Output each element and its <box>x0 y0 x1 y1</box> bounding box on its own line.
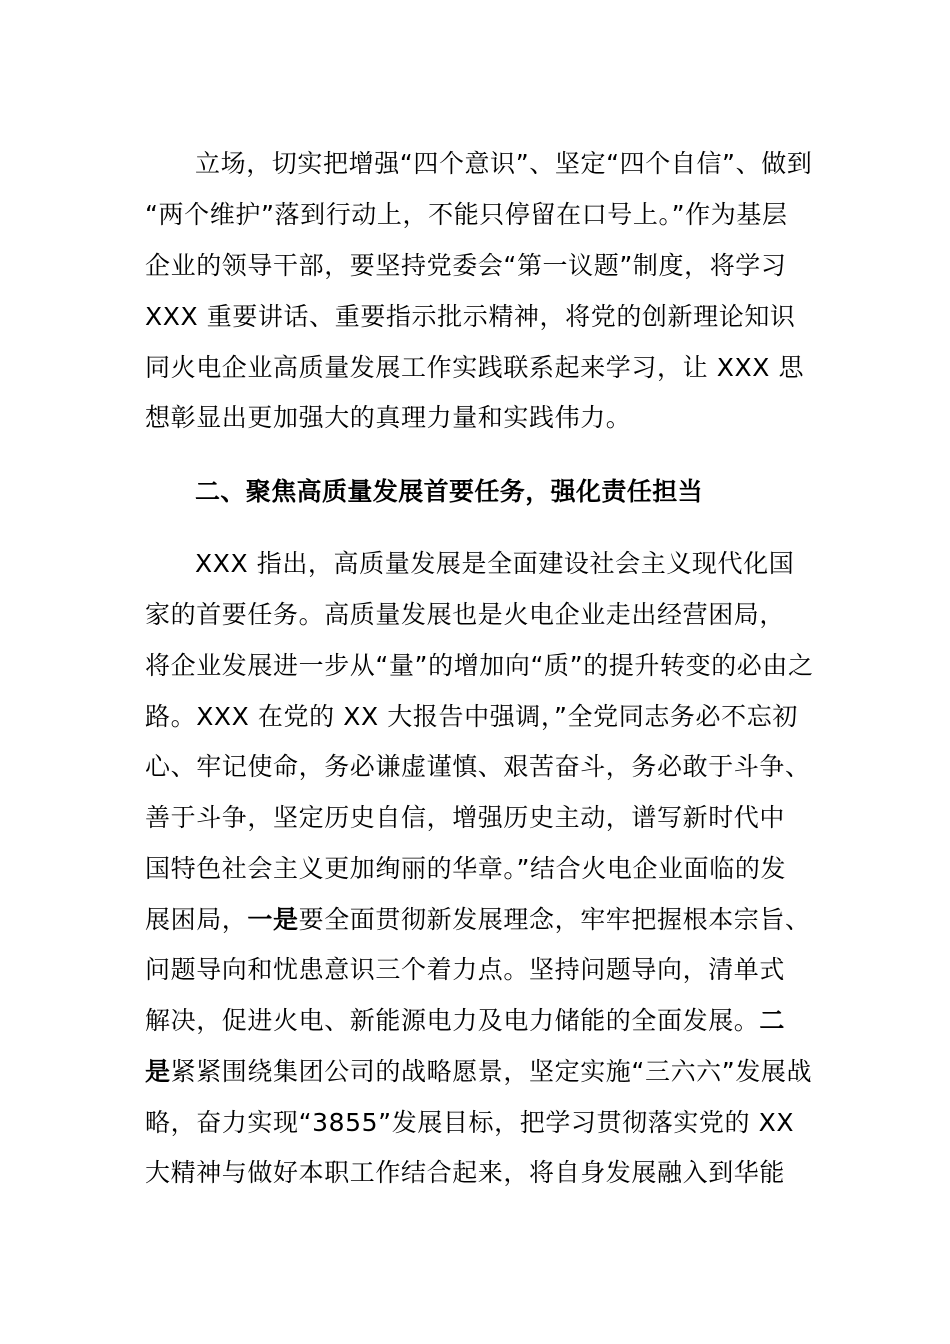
section-heading: 二、聚焦高质量发展首要任务，强化责任担当 <box>195 477 704 506</box>
paragraph-line <box>145 1003 785 1039</box>
paragraph-line: 路。XXX 在党的 XX 大报告中强调，”全党同志务必不忘初 <box>145 702 798 731</box>
paragraph-line <box>145 902 811 938</box>
paragraph-line: 同火电企业高质量发展工作实践联系起来学习，让 XXX 思 <box>145 353 805 382</box>
paragraph-line: 将企业发展进一步从“量”的增加向“质”的提升转变的必由之 <box>145 651 814 680</box>
bold-marker: 一是 <box>247 905 299 934</box>
text-run: 解决，促进火电、新能源电力及电力储能的全面发展。 <box>145 1006 760 1035</box>
paragraph-line: 心、牢记使命，务必谦虚谨慎、艰苦奋斗，务必敢于斗争、 <box>145 752 811 781</box>
paragraph-line: 家的首要任务。高质量发展也是火电企业走出经营困局， <box>145 600 786 629</box>
paragraph-line: 问题导向和忧患意识三个着力点。坚持问题导向，清单式 <box>145 955 786 984</box>
paragraph-line: “两个维护”落到行动上，不能只停留在口号上。”作为基层 <box>145 200 788 229</box>
text-run: 紧紧围绕集团公司的战略愿景，坚定实施“三六六”发展战 <box>170 1057 813 1086</box>
paragraph-line: 国特色社会主义更加绚丽的华章。”结合火电企业面临的发 <box>145 854 787 883</box>
bold-marker: 是 <box>145 1057 171 1086</box>
bold-marker: 二 <box>759 1006 786 1035</box>
paragraph-line: 略，奋力实现“3855”发展目标，把学习贯彻落实党的 XX <box>145 1108 795 1137</box>
text-run: 展困局， <box>145 905 248 934</box>
paragraph-line: 企业的领导干部，要坚持党委会“第一议题”制度，将学习 <box>145 251 787 280</box>
paragraph-line: XXX 指出，高质量发展是全面建设社会主义现代化国 <box>195 549 795 578</box>
paragraph-line: 立场，切实把增强“四个意识”、坚定“四个自信”、做到 <box>195 149 813 178</box>
paragraph-line: XXX 重要讲话、重要指示批示精神，将党的创新理论知识 <box>145 302 796 331</box>
paragraph-line: 善于斗争，坚定历史自信，增强历史主动，谱写新时代中 <box>145 803 786 832</box>
paragraph-line: 想彰显出更加强大的真理力量和实践伟力。 <box>145 403 632 432</box>
paragraph-line: 大精神与做好本职工作结合起来，将自身发展融入到华能 <box>145 1158 786 1187</box>
paragraph-line <box>145 1054 812 1090</box>
text-run: 要全面贯彻新发展理念，牢牢把握根本宗旨、 <box>298 905 811 934</box>
